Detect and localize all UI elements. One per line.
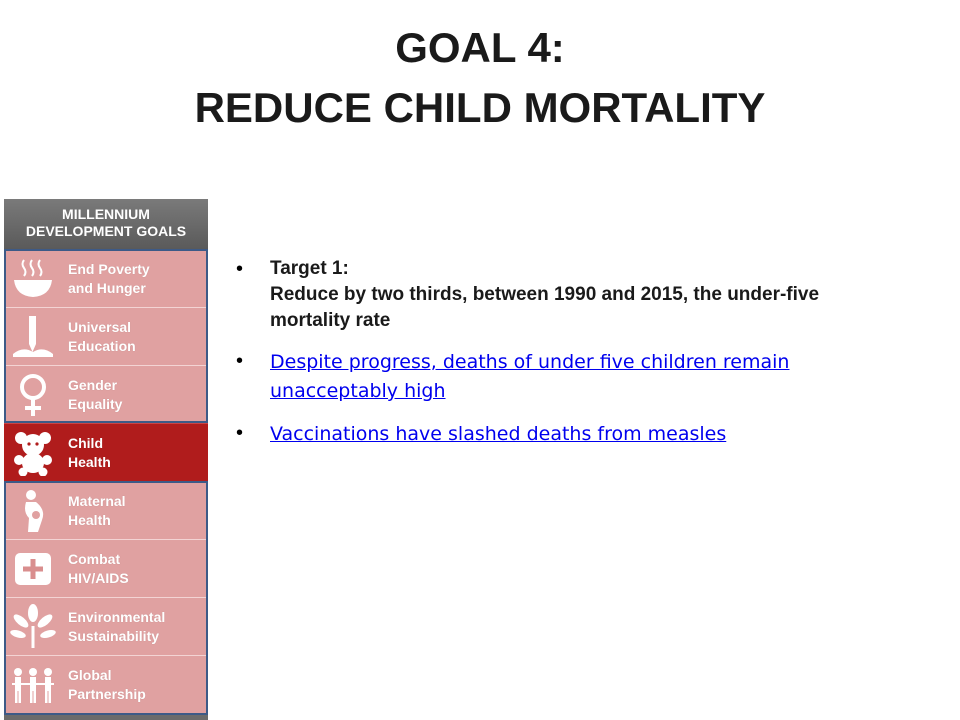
bullet-link-2 bbox=[232, 420, 872, 449]
target-text-block bbox=[270, 256, 872, 334]
mdg-item-line-1: End Poverty bbox=[68, 261, 150, 277]
bullet-dot: • bbox=[236, 350, 244, 372]
mdg-item-environmental-sustainability[interactable] bbox=[4, 597, 208, 655]
measles-vaccination-link[interactable]: Vaccinations have slashed deaths from measles bbox=[270, 423, 727, 445]
bullet-dot: • bbox=[236, 258, 244, 280]
mdg-item-label bbox=[68, 492, 204, 530]
book-pencil-icon bbox=[10, 314, 56, 360]
page-title bbox=[0, 18, 960, 138]
mdg-item-line-2: Sustainability bbox=[68, 628, 160, 644]
mdg-item-combat-hiv-aids[interactable] bbox=[4, 539, 208, 597]
mdg-item-line-1: Universal bbox=[68, 319, 132, 335]
mdg-header-line-1: MILLENNIUM bbox=[62, 206, 150, 222]
mdg-item-label bbox=[68, 666, 204, 704]
mdg-item-maternal-health[interactable] bbox=[4, 481, 208, 539]
mdg-item-line-1: Combat bbox=[68, 551, 121, 567]
mdg-item-line-1: Child bbox=[68, 435, 103, 451]
bullet-link-1 bbox=[232, 348, 872, 406]
plant-icon bbox=[10, 604, 56, 650]
mdg-item-gender-equality[interactable] bbox=[4, 365, 208, 423]
mdg-item-line-2: Partnership bbox=[68, 686, 146, 702]
mdg-item-line-1: Global bbox=[68, 667, 112, 683]
people-chain-icon bbox=[10, 662, 56, 708]
mdg-header-line-2: DEVELOPMENT GOALS bbox=[25, 223, 187, 239]
pregnant-woman-icon bbox=[10, 488, 56, 534]
deaths-under-five-link[interactable]: Despite progress, deaths of under five children remain unacceptably high bbox=[270, 351, 790, 402]
title-line-1: GOAL 4: bbox=[395, 24, 565, 71]
bullet-dot: • bbox=[236, 422, 244, 444]
mdg-item-universal-education[interactable] bbox=[4, 307, 208, 365]
mdg-item-line-2: Equality bbox=[68, 396, 123, 412]
mdg-item-line-1: Maternal bbox=[68, 493, 126, 509]
mdg-item-end-poverty[interactable] bbox=[4, 249, 208, 307]
target-description: Reduce by two thirds, between 1990 and 2015, the under-five mortality rate bbox=[270, 284, 820, 331]
title-line-2: REDUCE CHILD MORTALITY bbox=[194, 84, 766, 131]
mdg-item-label bbox=[68, 608, 204, 646]
mdg-item-label bbox=[68, 376, 204, 414]
mdg-item-label bbox=[68, 260, 204, 298]
mdg-item-line-2: Education bbox=[68, 338, 136, 354]
mdg-item-label bbox=[68, 550, 204, 588]
mdg-item-line-1: Environmental bbox=[68, 609, 166, 625]
mdg-item-label bbox=[68, 434, 204, 472]
bullet-target bbox=[232, 256, 872, 334]
mdg-header bbox=[4, 199, 208, 249]
target-heading: Target 1: bbox=[270, 258, 349, 279]
mdg-item-line-2: HIV/AIDS bbox=[68, 570, 129, 586]
mdg-sidebar bbox=[4, 199, 208, 720]
mdg-item-line-2: Health bbox=[68, 512, 111, 528]
bowl-icon bbox=[10, 256, 56, 302]
mdg-item-child-health[interactable] bbox=[4, 423, 208, 481]
medical-cross-icon bbox=[10, 546, 56, 592]
mdg-item-global-partnership[interactable] bbox=[4, 655, 208, 713]
mdg-item-label bbox=[68, 318, 204, 356]
mdg-item-line-2: and Hunger bbox=[68, 280, 146, 296]
bullet-list bbox=[232, 256, 872, 463]
mdg-item-line-2: Health bbox=[68, 454, 111, 470]
teddy-bear-icon bbox=[10, 430, 56, 476]
female-symbol-icon bbox=[10, 372, 56, 418]
mdg-item-line-1: Gender bbox=[68, 377, 118, 393]
